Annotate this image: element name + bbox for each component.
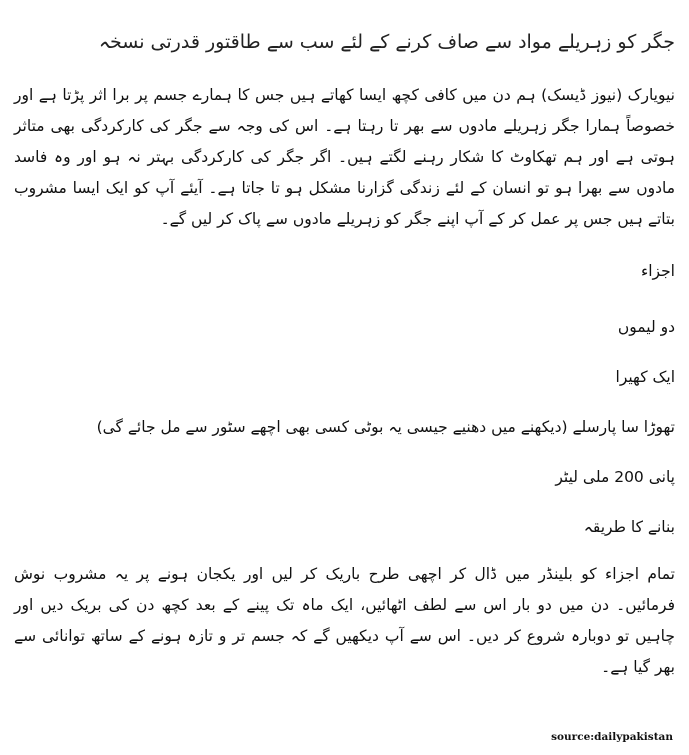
method-heading: بنانے کا طریقہ [583,518,675,536]
intro-paragraph: نیویارک (نیوز ڈیسک) ہم دن میں کافی کچھ ایسا کھاتے ہیں جس کا ہمارے جسم پر برا اثر پڑتا ہے اور خصوصاً ہمارا جگر زہریلے مادوں سے بھر تا رہتا ہے۔ اس کی وجہ سے جگر کی کارکردگی بھی متاثر ہوتی ہے اور ہم تھکاوٹ کا شکار رہنے لگتے ہیں۔ اگر جگر کی کارکردگی بہتر نہ ہو اور وہ فاسد مادوں سے بھرا ہو تو انسان کے لئے زندگی گزارنا مشکل ہو تا جاتا ہے۔ آیئے آپ کو ایک ایسا مشروب بتاتے ہیں جس پر عمل کر کے آپ اپنے جگر کو زہریلے مادوں سے پاک کر لیں گے۔ [14,86,675,228]
article-title: جگر کو زہریلے مواد سے صاف کرنے کے لئے سب سے طاقتور قدرتی نسخہ [98,31,675,53]
ingredient-item: پانی 200 ملی لیٹر [555,468,675,486]
method-paragraph: تمام اجزاء کو بلینڈر میں ڈال کر اچھی طرح باریک کر لیں اور یکجان ہونے پر یہ مشروب نوش فرمائیں۔ دن میں دو بار اس سے لطف اٹھائیں، ایک ماہ تک پینے کے بعد کچھ دن کی بریک دیں اور چاہیں تو دوبارہ شروع کر دیں۔ اس سے آپ دیکھیں گے کہ جسم تر و تازہ ہونے کے ساتھ توانائی سے بھر گیا ہے۔ [14,565,675,676]
ingredient-item: ایک کھیرا [615,368,675,386]
ingredient-item: تھوڑا سا پارسلے (دیکھنے میں دھنیے جیسی یہ بوٹی کسی بھی اچھے سٹور سے مل جائے گی) [96,418,675,436]
article [14,0,675,683]
ingredients-heading: اجزاء [640,262,675,280]
source-credit: source:dailypakistan [551,731,673,743]
ingredient-item: دو لیموں [617,318,675,336]
